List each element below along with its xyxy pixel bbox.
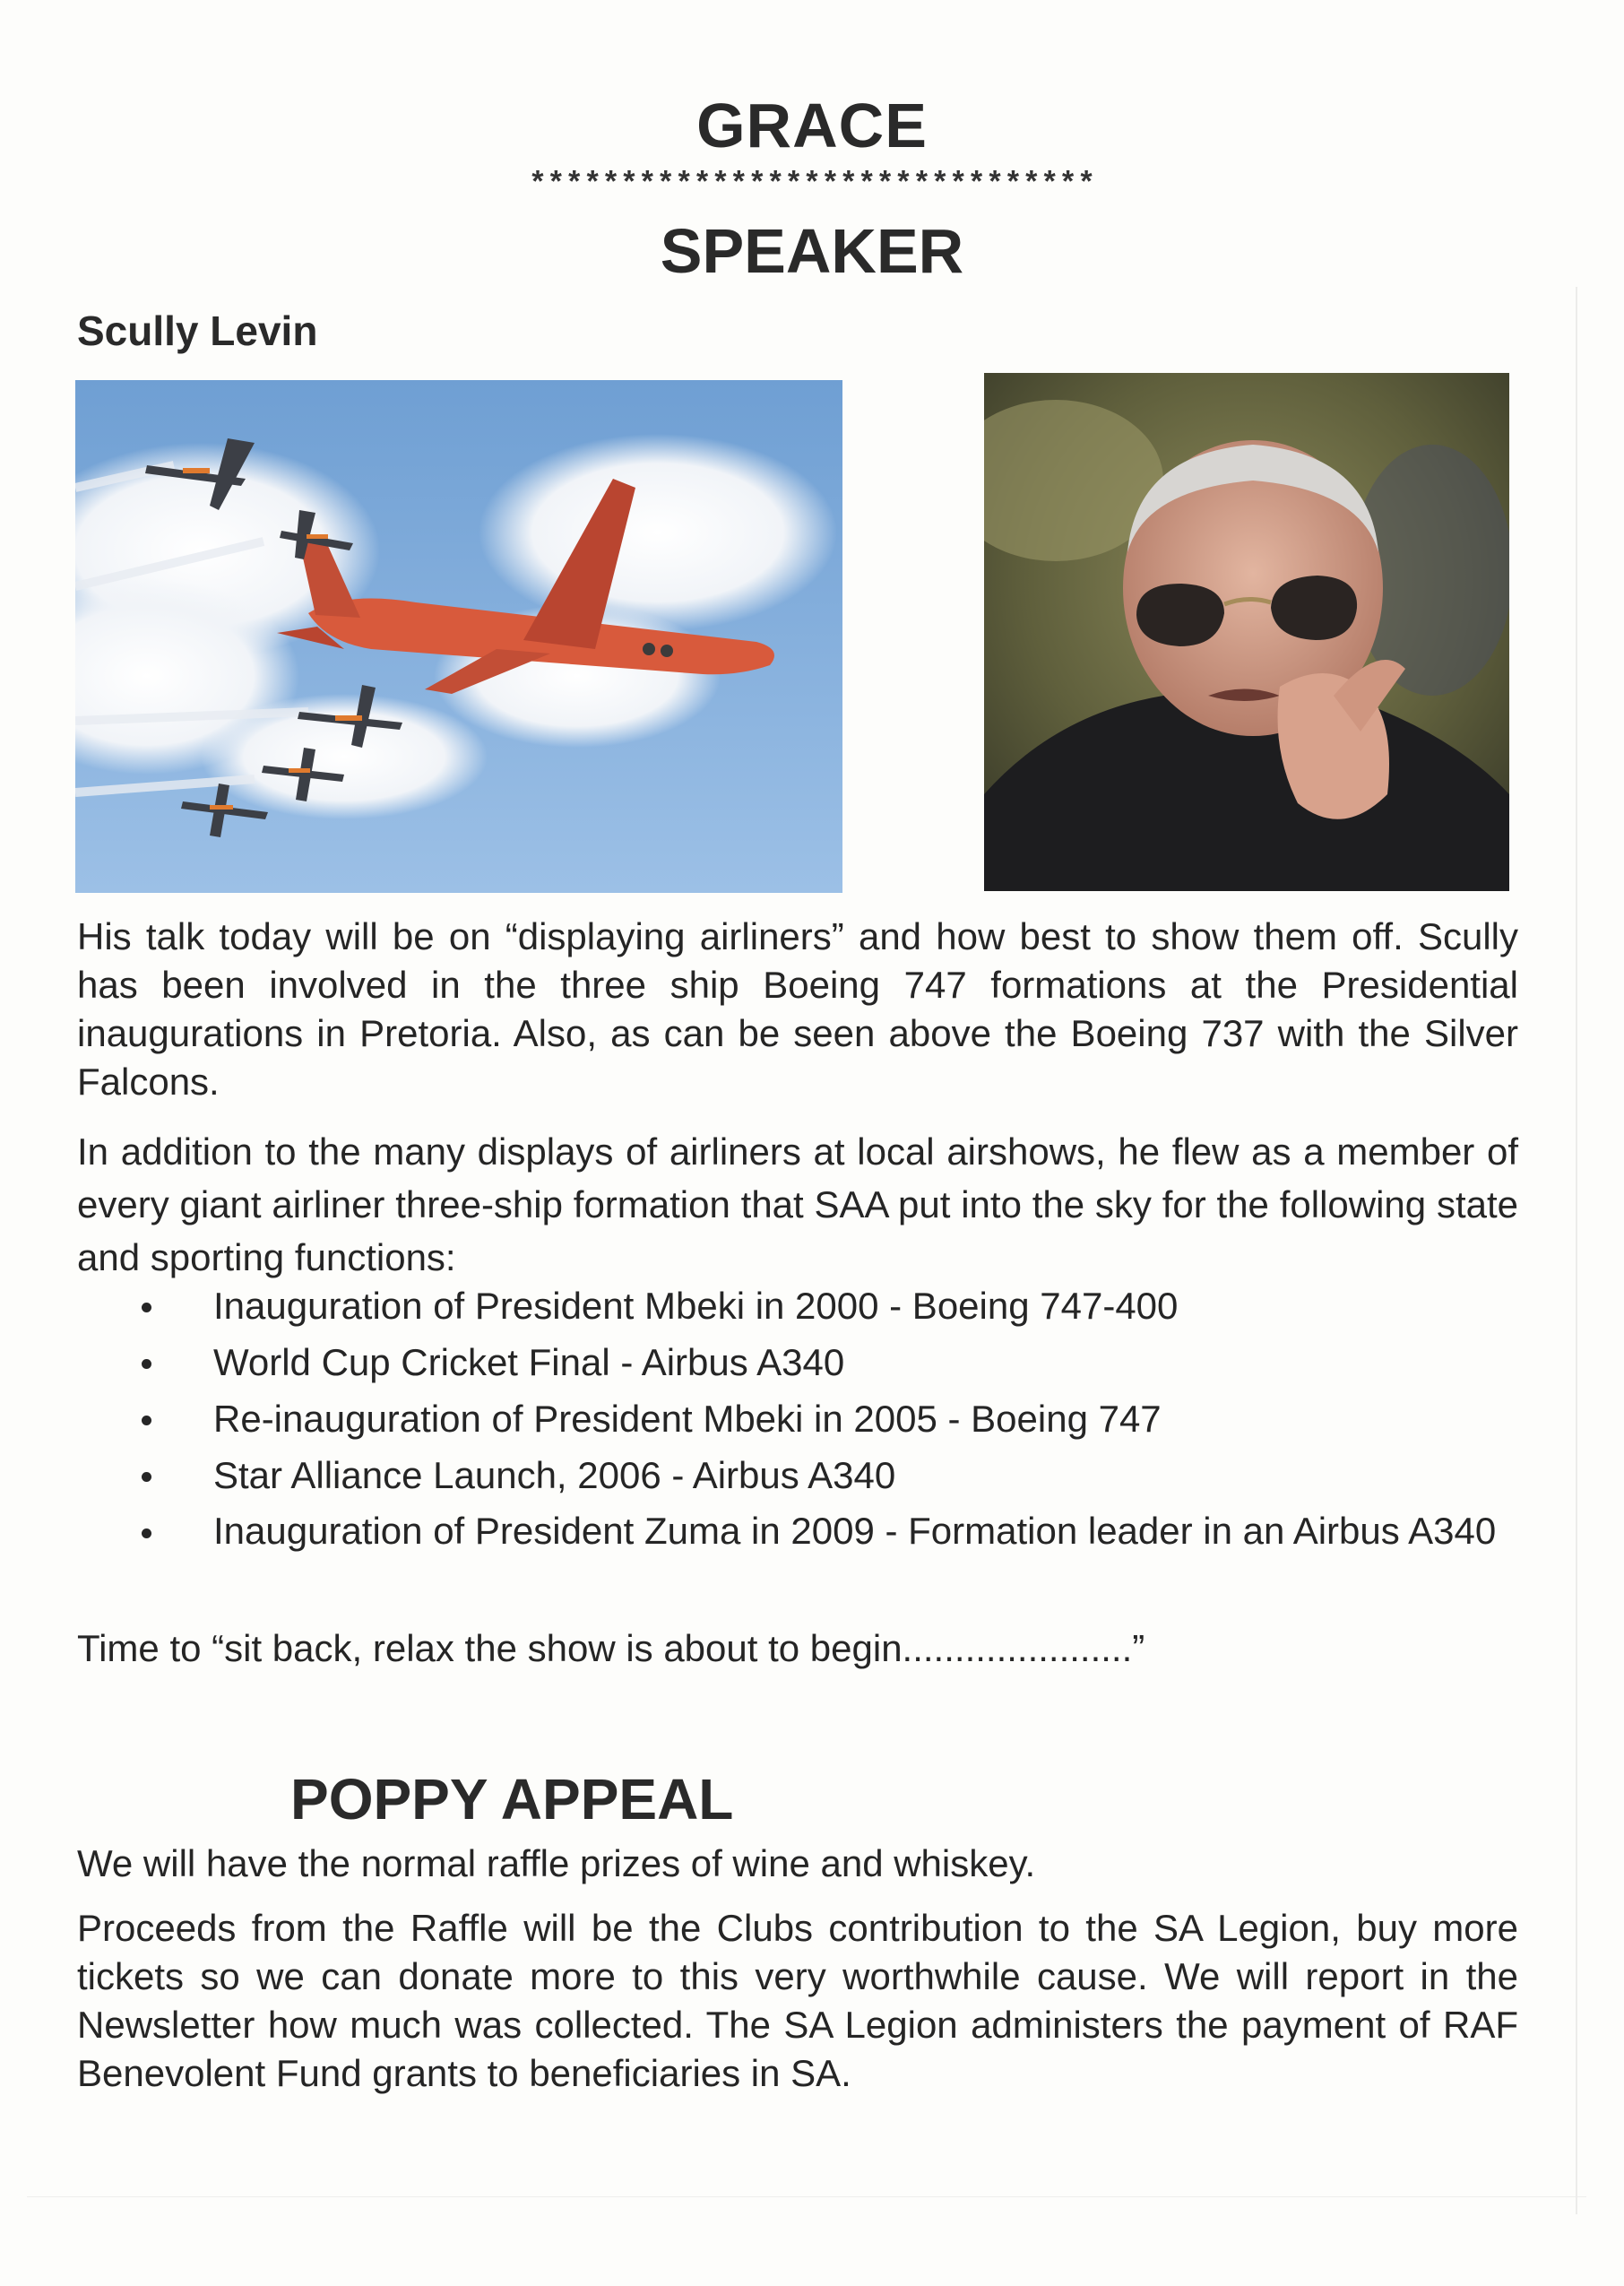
section-heading-poppy-appeal: POPPY APPEAL (290, 1767, 734, 1831)
speaker-portrait-photo (984, 373, 1509, 891)
list-item: Re-inauguration of President Mbeki in 2005 - Boeing 747 (77, 1395, 1518, 1442)
bullet-icon (142, 1359, 151, 1369)
list-item: Inauguration of President Zuma in 2009 - Formation leader in an Airbus A340 (77, 1508, 1518, 1554)
proceeds-paragraph: Proceeds from the Raffle will be the Clubs contribution to the SA Legion, buy more tickets so we can donate more to this very worthwhile cause. We will report in the Newsletter how much was collected. The SA Legion administers the payment of RAF Benevolent Fund grants to beneficiaries in SA. (77, 1907, 1518, 2094)
page-edge (1576, 287, 1577, 2214)
section-heading-speaker: SPEAKER (660, 216, 964, 286)
bullet-icon (142, 1416, 151, 1425)
functions-list (77, 1282, 1518, 1563)
page-divider (27, 2196, 1586, 2197)
bullet-icon (142, 1303, 151, 1312)
page-title: GRACE (696, 91, 928, 160)
title-separator: ******************************* (528, 169, 1096, 203)
bullet-icon (142, 1472, 151, 1482)
list-item: Star Alliance Launch, 2006 - Airbus A340 (77, 1451, 1518, 1499)
raffle-paragraph: We will have the normal raffle prizes of wine and whiskey. (77, 1842, 1036, 1884)
bullet-icon (142, 1528, 151, 1538)
intro-paragraph: His talk today will be on “displaying airliners” and how best to show them off. Scully has been involved in the three ship Boeing 747 formations at the Presidential inaugurations in Pretoria. Also, as can be seen above the Boeing 737 with the Silver Falcons. (77, 915, 1518, 1103)
airliner-formation-photo (75, 380, 842, 893)
list-item: Inauguration of President Mbeki in 2000 - Boeing 747-400 (77, 1282, 1518, 1329)
closing-line: Time to “sit back, relax the show is about to begin......................” (77, 1627, 1145, 1669)
list-item: World Cup Cricket Final - Airbus A340 (77, 1338, 1518, 1386)
speaker-name: Scully Levin (77, 307, 318, 354)
addition-paragraph: In addition to the many displays of airliners at local airshows, he flew as a member of every giant airliner three-ship formation that SAA put into the sky for the following state and sporting functions: (77, 1130, 1518, 1278)
